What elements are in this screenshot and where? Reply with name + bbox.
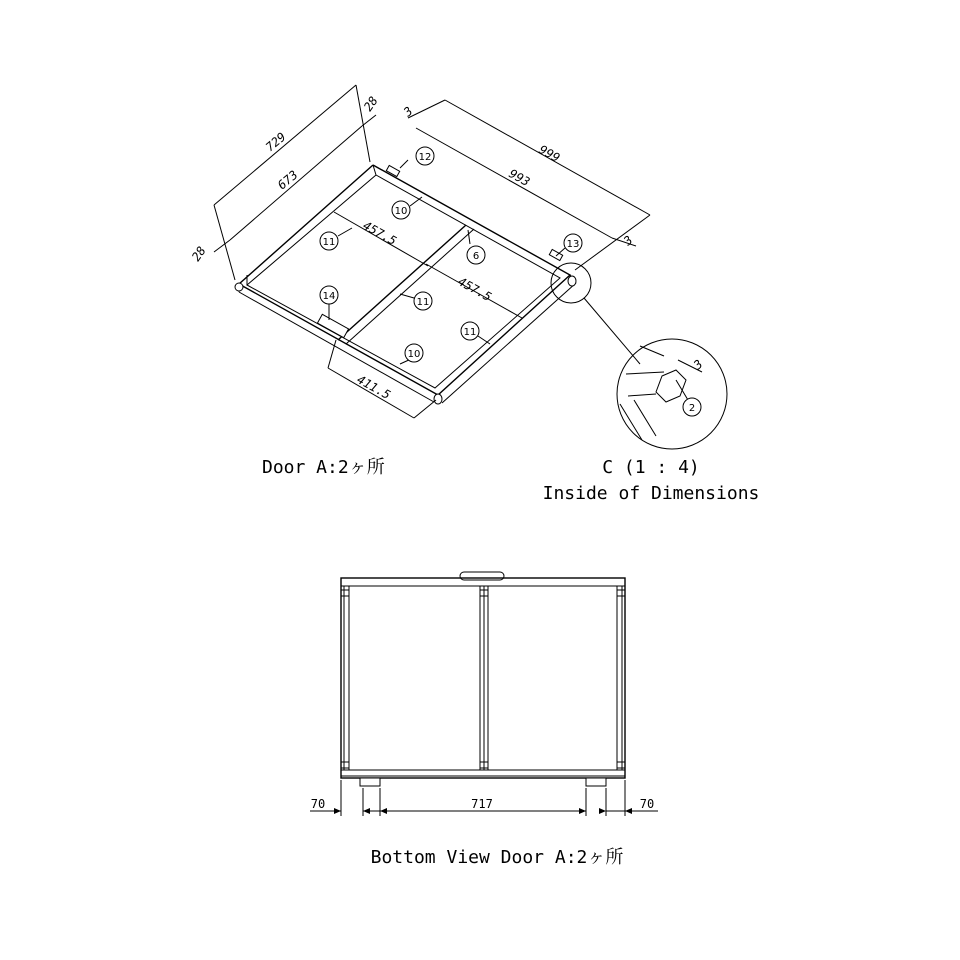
caption-door-a: Door A:2ヶ所	[262, 457, 385, 478]
dim-457-5-b: 457.5	[455, 274, 494, 305]
bottom-view-handle	[460, 572, 504, 580]
svg-text:12: 12	[418, 152, 432, 163]
bottom-hinge-left	[360, 778, 380, 786]
bottom-view-right-post	[617, 586, 625, 770]
svg-text:13: 13	[566, 239, 580, 250]
hinge-13	[549, 249, 562, 260]
dim-28-left: 28	[188, 243, 209, 264]
svg-text:10: 10	[394, 206, 408, 217]
svg-text:11: 11	[322, 237, 336, 248]
dim-717: 717	[471, 797, 493, 811]
bottom-view-left-post	[341, 586, 349, 770]
door-a-isometric	[235, 165, 576, 404]
caption-bottom-view: Bottom View Door A:2ヶ所	[370, 847, 624, 868]
dim-3-right: 3	[620, 232, 636, 249]
dim-70-right: 70	[639, 797, 655, 811]
svg-text:11: 11	[416, 297, 430, 308]
dim-457-5-a: 457.5	[360, 218, 399, 249]
svg-text:2: 2	[688, 403, 696, 414]
dim-3-top: 3	[400, 103, 416, 120]
bottom-view	[310, 572, 658, 816]
caption-detail-c-title: C (1 : 4)	[602, 457, 700, 478]
dim-411-5: 411.5	[354, 372, 393, 403]
svg-text:6: 6	[472, 251, 480, 262]
handle-14	[317, 314, 348, 337]
svg-text:14: 14	[322, 291, 336, 302]
bottom-view-frame	[341, 578, 625, 778]
svg-text:11: 11	[463, 327, 477, 338]
bottom-hinge-right	[586, 778, 606, 786]
dim-999: 999	[536, 142, 563, 166]
dim-729: 729	[262, 129, 289, 155]
detail-c-profile	[620, 346, 702, 440]
detail-c	[551, 263, 727, 449]
hinge-12	[386, 165, 399, 176]
dim-28-top: 28	[360, 93, 381, 114]
dim-3-detail: 3	[690, 356, 706, 373]
svg-text:10: 10	[407, 349, 421, 360]
dim-673: 673	[274, 167, 301, 193]
center-divider-bar	[338, 225, 466, 340]
caption-detail-c-sub: Inside of Dimensions	[542, 483, 760, 504]
dim-70-left: 70	[310, 797, 326, 811]
dim-993: 993	[506, 166, 533, 190]
